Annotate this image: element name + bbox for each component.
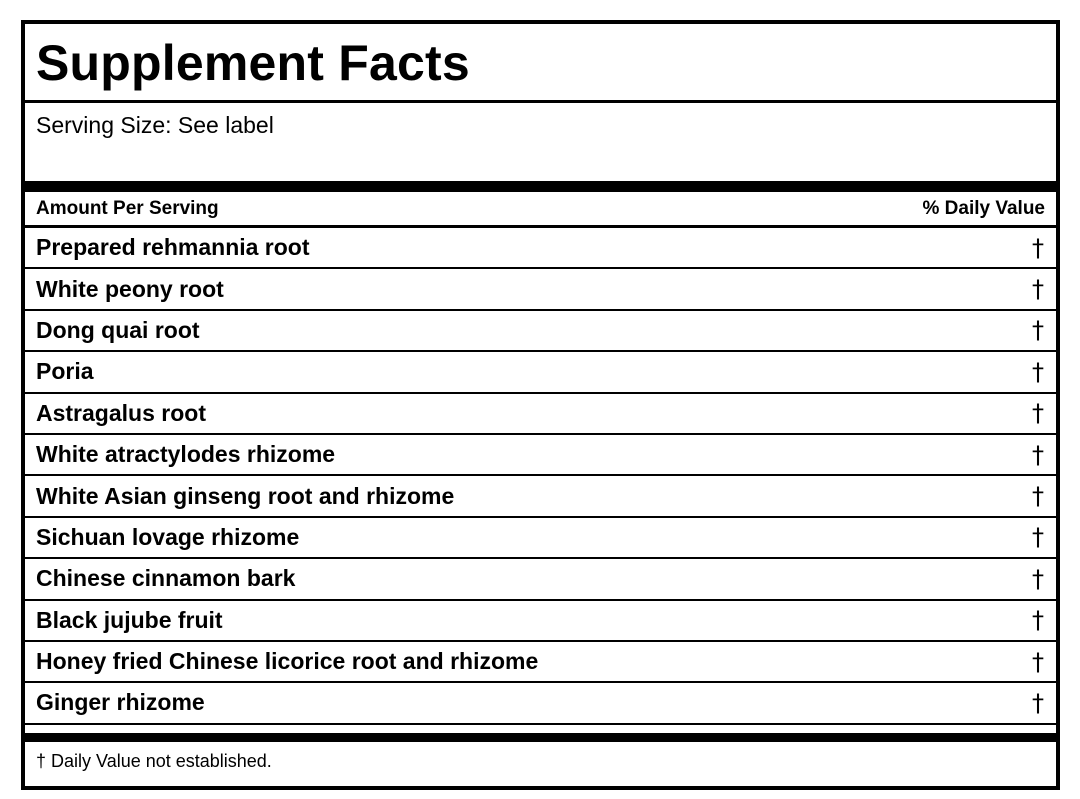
- ingredient-name: White Asian ginseng root and rhizome: [36, 482, 455, 509]
- ingredient-daily-value: †: [1032, 233, 1044, 262]
- ingredient-daily-value: †: [1032, 482, 1044, 511]
- ingredient-name: Astragalus root: [36, 399, 206, 426]
- panel-title: Supplement Facts: [36, 35, 470, 91]
- ingredient-name: Ginger rhizome: [36, 689, 205, 716]
- ingredient-row: [25, 518, 1056, 559]
- ingredient-row: [25, 228, 1056, 269]
- footnote-section: [25, 742, 1056, 782]
- serving-size: Serving Size: See label: [36, 112, 274, 138]
- ingredient-daily-value: †: [1032, 440, 1044, 469]
- footnote: † Daily Value not established.: [36, 751, 272, 772]
- ingredient-row: [25, 683, 1056, 724]
- ingredient-row: [25, 435, 1056, 476]
- ingredient-row: [25, 476, 1056, 517]
- ingredient-name: White atractylodes rhizome: [36, 441, 336, 468]
- ingredient-daily-value: †: [1032, 399, 1044, 428]
- ingredient-row: [25, 642, 1056, 683]
- ingredient-daily-value: †: [1032, 275, 1044, 304]
- bottom-spacer: [25, 725, 1056, 733]
- supplement-facts-panel: [21, 20, 1060, 790]
- ingredient-name: Chinese cinnamon bark: [36, 565, 296, 592]
- ingredient-daily-value: †: [1032, 523, 1044, 552]
- ingredient-row: [25, 311, 1056, 352]
- amount-per-serving-header: Amount Per Serving: [36, 197, 219, 219]
- daily-value-header: % Daily Value: [922, 197, 1045, 219]
- ingredient-name: Sichuan lovage rhizome: [36, 523, 300, 550]
- ingredient-name: Prepared rehmannia root: [36, 234, 310, 261]
- ingredient-row: [25, 601, 1056, 642]
- thick-divider: [25, 181, 1056, 192]
- ingredient-daily-value: †: [1032, 316, 1044, 345]
- bottom-thick-divider: [25, 733, 1056, 742]
- ingredient-row: [25, 352, 1056, 393]
- title-section: [25, 24, 1056, 103]
- ingredient-row: [25, 269, 1056, 310]
- ingredient-daily-value: †: [1032, 564, 1044, 593]
- ingredient-daily-value: †: [1032, 688, 1044, 717]
- ingredient-daily-value: †: [1032, 647, 1044, 676]
- ingredient-name: Dong quai root: [36, 316, 200, 343]
- column-header-row: [25, 192, 1056, 228]
- ingredient-daily-value: †: [1032, 606, 1044, 635]
- ingredient-name: White peony root: [36, 275, 224, 302]
- ingredient-row: [25, 394, 1056, 435]
- ingredient-name: Honey fried Chinese licorice root and rhizome: [36, 648, 539, 675]
- ingredient-name: Poria: [36, 358, 94, 385]
- ingredient-row: [25, 559, 1056, 600]
- serving-section: [25, 103, 1056, 181]
- ingredient-name: Black jujube fruit: [36, 606, 223, 633]
- ingredient-daily-value: †: [1032, 357, 1044, 386]
